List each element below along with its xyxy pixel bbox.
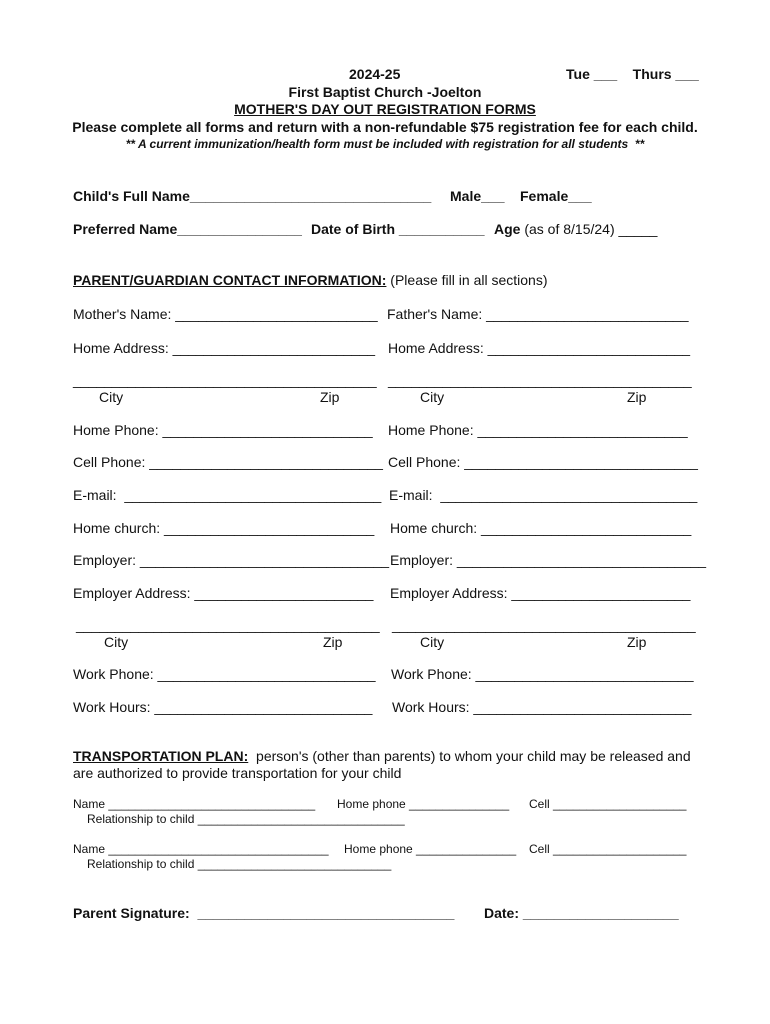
transport-2-cell-field[interactable]: Cell ____________________ bbox=[529, 842, 687, 856]
transport-2-home-phone-field[interactable]: Home phone _______________ bbox=[344, 842, 517, 856]
transport-1-name-field[interactable]: Name _______________________________ bbox=[73, 797, 316, 811]
father-employer-city-label: City bbox=[420, 634, 445, 650]
father-employer-address-field[interactable]: Employer Address: _______________________ bbox=[390, 585, 691, 601]
mother-zip-label: Zip bbox=[320, 389, 340, 405]
transport-heading-line bbox=[73, 748, 691, 765]
transport-1-home-phone-field[interactable]: Home phone _______________ bbox=[337, 797, 510, 811]
father-employer-zip-label: Zip bbox=[627, 634, 647, 650]
transport-text-2: are authorized to provide transportation for your child bbox=[73, 765, 402, 781]
mother-home-phone-field[interactable]: Home Phone: ___________________________ bbox=[73, 422, 373, 438]
age-field[interactable] bbox=[494, 221, 657, 238]
mother-email-field[interactable]: E-mail: _________________________________ bbox=[73, 487, 382, 503]
mother-employer-zip-label: Zip bbox=[323, 634, 343, 650]
father-zip-label: Zip bbox=[627, 389, 647, 405]
day-options: Tue ___ Thurs ___ bbox=[566, 66, 699, 82]
mother-employer-address-line[interactable]: _______________________________________ bbox=[76, 617, 380, 633]
parent-signature-field[interactable]: Parent Signature: _________________________________ bbox=[73, 905, 455, 921]
transport-2-name-field[interactable]: Name _________________________________ bbox=[73, 842, 329, 856]
contact-heading-note: (Please fill in all sections) bbox=[386, 272, 548, 288]
male-field[interactable]: Male___ bbox=[450, 188, 505, 204]
registration-instructions: Please complete all forms and return with a non-refundable $75 registration fee for each child. bbox=[72, 119, 698, 135]
father-home-address-field[interactable]: Home Address: __________________________ bbox=[388, 340, 691, 356]
father-city-label: City bbox=[420, 389, 445, 405]
father-home-church-field[interactable]: Home church: ___________________________ bbox=[390, 520, 692, 536]
mother-work-hours-field[interactable]: Work Hours: ____________________________ bbox=[73, 699, 373, 715]
date-of-birth-field[interactable]: Date of Birth ___________ bbox=[311, 221, 485, 237]
father-cell-phone-field[interactable]: Cell Phone: ______________________________ bbox=[388, 454, 698, 470]
age-note: (as of 8/15/24) _____ bbox=[520, 221, 658, 237]
preferred-name-field[interactable]: Preferred Name________________ bbox=[73, 221, 302, 237]
mother-home-address-field[interactable]: Home Address: __________________________ bbox=[73, 340, 376, 356]
father-name-field[interactable]: Father's Name: __________________________ bbox=[387, 306, 689, 322]
mother-city-label: City bbox=[99, 389, 124, 405]
transport-2-relationship-field[interactable]: Relationship to child _____________________________ bbox=[87, 857, 392, 871]
form-title: MOTHER'S DAY OUT REGISTRATION FORMS bbox=[234, 101, 536, 117]
father-work-phone-field[interactable]: Work Phone: ____________________________ bbox=[391, 666, 694, 682]
age-label: Age bbox=[494, 221, 521, 237]
transport-text-1: person's (other than parents) to whom your child may be released and bbox=[248, 748, 691, 764]
mother-employer-city-label: City bbox=[104, 634, 129, 650]
mother-employer-field[interactable]: Employer: ________________________________ bbox=[73, 552, 390, 568]
father-employer-field[interactable]: Employer: ________________________________ bbox=[390, 552, 707, 568]
child-full-name-field[interactable]: Child's Full Name_______________________________ bbox=[73, 188, 432, 204]
father-address-line[interactable]: _______________________________________ bbox=[388, 372, 692, 388]
contact-heading-line bbox=[73, 272, 547, 289]
signature-date-field[interactable]: Date: ____________________ bbox=[484, 905, 679, 921]
form-year: 2024-25 bbox=[349, 66, 401, 82]
transport-1-cell-field[interactable]: Cell ____________________ bbox=[529, 797, 687, 811]
transport-heading: TRANSPORTATION PLAN: bbox=[73, 748, 249, 764]
father-home-phone-field[interactable]: Home Phone: ___________________________ bbox=[388, 422, 688, 438]
father-email-field[interactable]: E-mail: _________________________________ bbox=[389, 487, 698, 503]
mother-employer-address-field[interactable]: Employer Address: _______________________ bbox=[73, 585, 374, 601]
father-work-hours-field[interactable]: Work Hours: ____________________________ bbox=[392, 699, 692, 715]
contact-heading: PARENT/GUARDIAN CONTACT INFORMATION: bbox=[73, 272, 387, 288]
transport-1-relationship-field[interactable]: Relationship to child _______________________________ bbox=[87, 812, 405, 826]
mother-cell-phone-field[interactable]: Cell Phone: ______________________________ bbox=[73, 454, 383, 470]
immunization-notice: ** A current immunization/health form must be included with registration for all students ** bbox=[125, 137, 645, 151]
mother-name-field[interactable]: Mother's Name: __________________________ bbox=[73, 306, 378, 322]
female-field[interactable]: Female___ bbox=[520, 188, 592, 204]
church-name: First Baptist Church -Joelton bbox=[288, 84, 482, 100]
mother-work-phone-field[interactable]: Work Phone: ____________________________ bbox=[73, 666, 376, 682]
father-employer-address-line[interactable]: _______________________________________ bbox=[392, 617, 696, 633]
mother-address-line[interactable]: _______________________________________ bbox=[73, 372, 377, 388]
mother-home-church-field[interactable]: Home church: ___________________________ bbox=[73, 520, 375, 536]
